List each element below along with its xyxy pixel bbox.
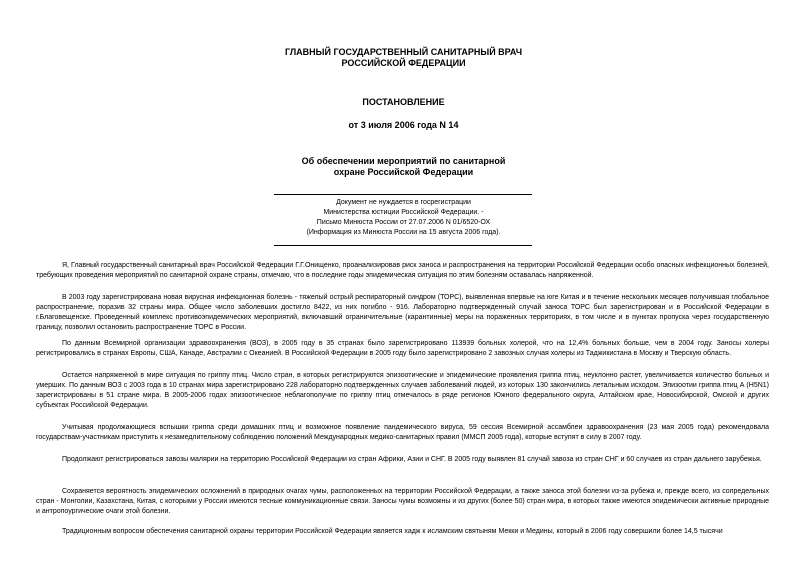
- body-paragraph: Учитывая продолжающиеся вспышки гриппа среди домашних птиц и возможное появление пандемического вируса, 59 сессия Всемирной ассамблеи здравоохранения (23 мая 2005 года) рекомендовала государствам-участникам приступить к незамедлительному соблюдению положений Международных медико-санитарных правил (ММСП 2005 года), которые вступят в силу в 2007 году.: [36, 424, 769, 441]
- body-paragraph: Я, Главный государственный санитарный врач Российской Федерации Г.Г.Онищенко, проанализировав риск заноса и распространения на территории Российской Федерации особо опасных инфекционных болезней, требующих проведения мероприятий по санитарной охране страны, отмечаю, что в последние годы эпидемическая ситуация по этим болезням оставалась напряженной.: [36, 262, 769, 279]
- document-subject-line-2: охране Российской Федерации: [333, 167, 474, 177]
- document-date-number: от 3 июля 2006 года N 14: [348, 120, 459, 130]
- issuer-title: [0, 47, 807, 69]
- body-paragraph: В 2003 году зарегистрирована новая вирусная инфекционная болезнь - тяжелый острый респираторный синдром (ТОРС), выявленная впервые на юге Китая и в течение нескольких месяцев получившая глобальное распространение, поразив 32 страны мира. Общее число заболевших достигло 8422, из них погибло - 916. Лабораторно подтвержденный случай заноса ТОРС был зарегистрирован и в Российской Федерации в г.Благовещенске. Проведенный комплекс противоэпидемических мероприятий, включавший ограничительные (карантинные) меры на пораженных территориях, в том числе и в пунктах пропуска через государственную границу, позволил остановить распространение ТОРС в России.: [36, 294, 769, 331]
- note-top-divider: [274, 194, 532, 195]
- body-paragraph: Сохраняется вероятность эпидемических осложнений в природных очагах чумы, расположенных на территории Российской Федерации, а также заноса этой болезни из-за рубежа и, прежде всего, из сопредельных стран - Монголии, Казахстана, Китая, с которыми у России имеются тесные коммуникационные связи. Заносы чумы возможны и из других (более 50) стран мира, в которых также имеются эпидемически активные природные и антропоургические очаги этой болезни.: [36, 488, 769, 515]
- body-paragraph: Традиционным вопросом обеспечения санитарной охраны территории Российской Федерации является хадж к исламским святыням Мекки и Медины, который в 2006 году совершили более 14,5 тысячи: [62, 528, 723, 535]
- document-subject: [0, 156, 807, 178]
- document-subject-line-1: Об обеспечении мероприятий по санитарной: [301, 156, 506, 166]
- body-paragraph: Остается напряженной в мире ситуация по гриппу птиц. Число стран, в которых регистрируются эпизоотические и эпидемические проявления гриппа птиц, неуклонно растет, увеличивается количество больных и умерших. По данным ВОЗ с 2003 года в 10 странах мира зарегистрировано 228 лабораторно подтвержденных случаев заболеваний людей, из которых 130 закончились летальным исходом. Эпизоотии гриппа птиц А (H5N1) зарегистрированы в 51 стране мира. В 2005-2006 годах эпизоотическое неблагополучие по гриппу птиц отмечалось в ряде регионов Южного федерального округа, Алтайском крае, Новосибирской, Омской и других субъектах Российской Федерации.: [36, 372, 769, 409]
- registration-note-line: Документ не нуждается в госрегистрации: [336, 199, 471, 206]
- issuer-title-line-1: ГЛАВНЫЙ ГОСУДАРСТВЕННЫЙ САНИТАРНЫЙ ВРАЧ: [284, 47, 523, 57]
- body-paragraph: Продолжают регистрироваться завозы малярии на территорию Российской Федерации из стран Африки, Азии и СНГ. В 2005 году выявлен 81 случай завоза из стран СНГ и 60 случаев из стран дальнего зарубежья.: [62, 456, 762, 463]
- body-paragraph: По данным Всемирной организации здравоохранения (ВОЗ), в 2005 году в 35 странах было зарегистрировано 113939 больных холерой, что на 12,4% больных больше, чем в 2004 году. Заносы холеры регистрировались в странах Европы, США, Канаде, Австралии с Океанией. В Российской Федерации в 2005 году было зарегистрировано 2 завозных случая холеры из Таджикистана в Москву и Тверскую область.: [36, 340, 769, 357]
- note-bottom-divider: [274, 245, 532, 246]
- registration-note-line: Письмо Минюста России от 27.07.2006 N 01/6520-ОХ: [316, 219, 491, 226]
- document-type: ПОСТАНОВЛЕНИЕ: [362, 97, 445, 107]
- issuer-title-line-2: РОССИЙСКОЙ ФЕДЕРАЦИИ: [341, 58, 466, 68]
- registration-note: [260, 198, 547, 238]
- registration-note-line: Министерства юстиции Российской Федерации. -: [323, 209, 484, 216]
- registration-note-line: (Информация из Минюста России на 15 августа 2006 года).: [306, 229, 501, 236]
